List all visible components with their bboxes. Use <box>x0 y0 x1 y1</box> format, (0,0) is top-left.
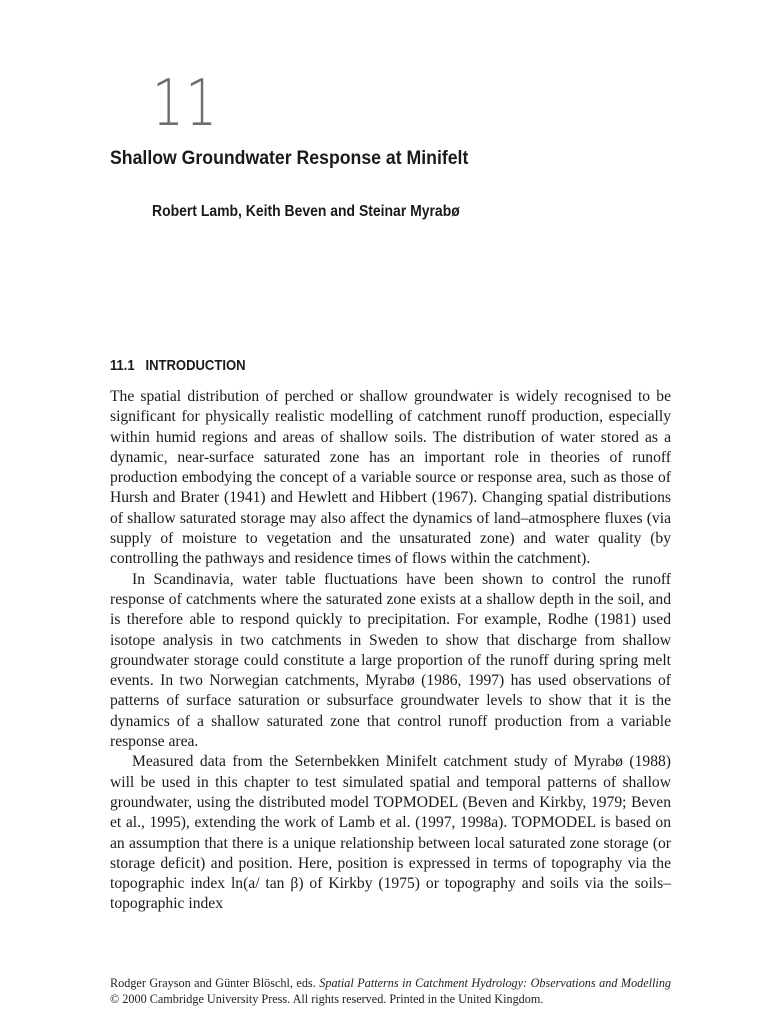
section-heading <box>110 356 246 376</box>
chapter-title: Shallow Groundwater Response at Minifelt <box>110 148 469 169</box>
chapter-number: 11 <box>152 67 219 141</box>
paragraph-1: The spatial distribution of perched or shallow groundwater is widely recognised to be significant for physically realistic modelling of catchment runoff production, especially within humid regions and areas of shallow soils. The distribution of water stored as a dynamic, near-surface saturated zone has an important role in theories of runoff production embodying the concept of a variable source or response area, such as those of Hursh and Brater (1941) and Hewlett and Hibbert (1967). Changing spatial distributions of shallow saturated storage may also affect the dynamics of land–atmosphere fluxes (via supply of moisture to vegetation and the unsaturated zone) and water quality (by controlling the pathways and residence times of flows within the catchment). <box>110 388 671 568</box>
body-text <box>110 387 671 915</box>
paragraph-2: In Scandinavia, water table fluctuations have been shown to control the runoff response of catchments where the saturated zone exists at a shallow depth in the soil, and is therefore able to respond quickly to precipitation. For example, Rodhe (1981) used isotope analysis in two catchments in Sweden to show that discharge from shallow groundwater storage could constitute a large proportion of the runoff during spring melt events. In two Norwegian catchments, Myrabø (1986, 1997) has used observations of patterns of surface saturation or subsurface groundwater levels to show that it is the dynamics of a shallow saturated zone that control runoff production from a variable response area. <box>110 570 671 751</box>
footnote-suffix: © 2000 Cambridge University Press. All rights reserved. Printed in the United Kingdom. <box>110 992 544 1006</box>
footnote-prefix: Rodger Grayson and Günter Blöschl, eds. <box>110 976 316 990</box>
footnote <box>110 975 671 1007</box>
section-title: INTRODUCTION <box>145 358 246 374</box>
paragraph-3: Measured data from the Seternbekken Minifelt catchment study of Myrabø (1988) will be used in this chapter to test simulated spatial and temporal patterns of shallow groundwater, using the distributed model TOPMODEL (Beven and Kirkby, 1979; Beven et al., 1995), extending the work of Lamb et al. (1997, 1998a). TOPMODEL is based on an assumption that there is a unique relationship between local saturated zone storage (or storage deficit) and position. Here, position is expressed in terms of topography via the topographic index ln(a/ tan β) of Kirkby (1975) or topography and soils via the soils–topographic index <box>110 753 671 913</box>
chapter-authors: Robert Lamb, Keith Beven and Steinar Myrabø <box>152 203 460 220</box>
footnote-book-title: Spatial Patterns in Catchment Hydrology: Observations and Modelling <box>319 976 672 990</box>
section-number: 11.1 <box>110 358 135 374</box>
